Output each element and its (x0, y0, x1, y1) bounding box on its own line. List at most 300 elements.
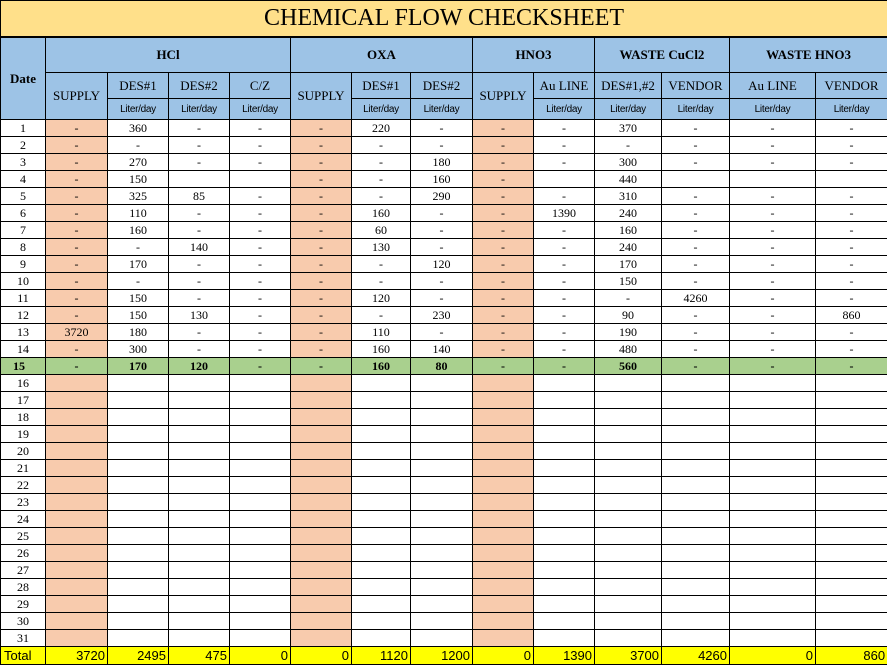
table-cell[interactable] (108, 426, 169, 443)
table-cell[interactable] (411, 426, 473, 443)
table-cell[interactable] (730, 460, 816, 477)
table-cell[interactable]: 290 (411, 188, 473, 205)
date-cell[interactable]: 8 (1, 239, 46, 256)
table-cell[interactable]: - (169, 290, 230, 307)
table-cell[interactable] (816, 562, 887, 579)
table-cell[interactable] (473, 494, 534, 511)
table-cell[interactable] (46, 460, 108, 477)
table-cell[interactable]: 130 (352, 239, 411, 256)
table-cell[interactable] (352, 511, 411, 528)
table-cell[interactable]: 60 (352, 222, 411, 239)
table-cell[interactable] (662, 409, 730, 426)
table-cell[interactable]: 150 (108, 290, 169, 307)
table-cell[interactable] (352, 596, 411, 613)
table-cell[interactable] (46, 562, 108, 579)
table-cell[interactable] (169, 392, 230, 409)
table-cell[interactable]: - (108, 239, 169, 256)
date-cell[interactable]: 20 (1, 443, 46, 460)
table-cell[interactable] (108, 596, 169, 613)
table-cell[interactable]: 170 (108, 358, 169, 375)
table-cell[interactable]: 150 (108, 171, 169, 188)
date-cell[interactable]: 6 (1, 205, 46, 222)
table-cell[interactable]: - (816, 256, 887, 273)
table-cell[interactable]: 110 (352, 324, 411, 341)
table-cell[interactable]: - (473, 137, 534, 154)
table-cell[interactable] (662, 528, 730, 545)
table-cell[interactable] (46, 630, 108, 647)
table-cell[interactable]: - (816, 137, 887, 154)
table-cell[interactable] (534, 460, 595, 477)
table-cell[interactable] (595, 630, 662, 647)
table-cell[interactable] (46, 409, 108, 426)
table-cell[interactable]: 110 (108, 205, 169, 222)
table-cell[interactable]: - (352, 273, 411, 290)
table-cell[interactable] (108, 477, 169, 494)
table-cell[interactable] (411, 494, 473, 511)
table-cell[interactable] (108, 579, 169, 596)
date-cell[interactable]: 24 (1, 511, 46, 528)
table-cell[interactable] (730, 477, 816, 494)
table-cell[interactable]: - (473, 154, 534, 171)
table-cell[interactable]: 140 (411, 341, 473, 358)
table-cell[interactable]: - (411, 137, 473, 154)
table-cell[interactable] (730, 630, 816, 647)
table-cell[interactable] (230, 579, 291, 596)
date-cell[interactable]: 2 (1, 137, 46, 154)
table-cell[interactable]: 560 (595, 358, 662, 375)
table-cell[interactable]: 300 (108, 341, 169, 358)
table-cell[interactable]: - (291, 324, 352, 341)
table-cell[interactable]: - (730, 307, 816, 324)
table-cell[interactable] (169, 171, 230, 188)
table-cell[interactable] (816, 494, 887, 511)
table-cell[interactable] (816, 171, 887, 188)
table-cell[interactable]: - (108, 273, 169, 290)
table-cell[interactable]: - (662, 205, 730, 222)
table-cell[interactable] (169, 477, 230, 494)
table-cell[interactable] (108, 511, 169, 528)
table-cell[interactable]: - (730, 256, 816, 273)
table-cell[interactable]: - (169, 256, 230, 273)
table-cell[interactable] (816, 596, 887, 613)
table-cell[interactable]: 190 (595, 324, 662, 341)
date-cell[interactable]: 22 (1, 477, 46, 494)
table-cell[interactable] (473, 545, 534, 562)
table-cell[interactable] (291, 392, 352, 409)
date-cell[interactable]: 11 (1, 290, 46, 307)
table-cell[interactable] (662, 562, 730, 579)
table-cell[interactable]: 170 (108, 256, 169, 273)
table-cell[interactable] (352, 426, 411, 443)
table-cell[interactable]: - (730, 120, 816, 137)
table-cell[interactable] (411, 528, 473, 545)
table-cell[interactable]: - (291, 120, 352, 137)
table-cell[interactable] (411, 630, 473, 647)
table-cell[interactable]: - (534, 341, 595, 358)
table-cell[interactable]: - (46, 222, 108, 239)
table-cell[interactable] (46, 477, 108, 494)
table-cell[interactable] (662, 545, 730, 562)
table-cell[interactable] (411, 613, 473, 630)
table-cell[interactable] (169, 545, 230, 562)
table-cell[interactable]: - (230, 239, 291, 256)
date-cell[interactable]: 26 (1, 545, 46, 562)
table-cell[interactable] (230, 596, 291, 613)
table-cell[interactable]: 160 (595, 222, 662, 239)
table-cell[interactable] (595, 613, 662, 630)
table-cell[interactable] (230, 443, 291, 460)
table-cell[interactable]: - (473, 205, 534, 222)
table-cell[interactable]: - (816, 273, 887, 290)
table-cell[interactable] (411, 409, 473, 426)
table-cell[interactable]: 480 (595, 341, 662, 358)
table-cell[interactable]: - (230, 307, 291, 324)
table-cell[interactable] (662, 613, 730, 630)
date-cell[interactable]: 1 (1, 120, 46, 137)
table-cell[interactable] (662, 443, 730, 460)
table-cell[interactable]: 90 (595, 307, 662, 324)
table-cell[interactable]: - (291, 154, 352, 171)
table-cell[interactable] (662, 579, 730, 596)
table-cell[interactable]: - (816, 239, 887, 256)
table-cell[interactable] (169, 562, 230, 579)
date-cell[interactable]: 16 (1, 375, 46, 392)
table-cell[interactable]: 130 (169, 307, 230, 324)
table-cell[interactable] (595, 460, 662, 477)
table-cell[interactable] (46, 613, 108, 630)
table-cell[interactable]: 440 (595, 171, 662, 188)
table-cell[interactable]: - (46, 188, 108, 205)
table-cell[interactable]: - (534, 273, 595, 290)
table-cell[interactable] (411, 443, 473, 460)
table-cell[interactable]: 860 (816, 307, 887, 324)
table-cell[interactable] (352, 562, 411, 579)
table-cell[interactable] (230, 494, 291, 511)
table-cell[interactable] (352, 630, 411, 647)
table-cell[interactable] (169, 630, 230, 647)
table-cell[interactable]: - (730, 324, 816, 341)
table-cell[interactable]: - (411, 273, 473, 290)
table-cell[interactable] (816, 613, 887, 630)
table-cell[interactable] (230, 426, 291, 443)
table-cell[interactable] (534, 596, 595, 613)
table-cell[interactable] (730, 528, 816, 545)
table-cell[interactable]: - (473, 307, 534, 324)
table-cell[interactable] (411, 596, 473, 613)
table-cell[interactable]: - (473, 341, 534, 358)
table-cell[interactable]: - (411, 290, 473, 307)
table-cell[interactable] (595, 375, 662, 392)
table-cell[interactable]: - (816, 341, 887, 358)
table-cell[interactable] (46, 579, 108, 596)
table-cell[interactable]: - (662, 273, 730, 290)
table-cell[interactable]: - (230, 120, 291, 137)
table-cell[interactable] (230, 562, 291, 579)
table-cell[interactable] (230, 409, 291, 426)
table-cell[interactable]: - (352, 188, 411, 205)
table-cell[interactable] (411, 562, 473, 579)
table-cell[interactable] (595, 477, 662, 494)
table-cell[interactable]: - (46, 273, 108, 290)
table-cell[interactable] (816, 392, 887, 409)
table-cell[interactable]: - (473, 256, 534, 273)
table-cell[interactable]: - (291, 307, 352, 324)
table-cell[interactable]: - (411, 222, 473, 239)
table-cell[interactable]: - (291, 256, 352, 273)
table-cell[interactable] (473, 477, 534, 494)
table-cell[interactable]: - (46, 341, 108, 358)
table-cell[interactable] (730, 613, 816, 630)
table-cell[interactable] (108, 392, 169, 409)
table-cell[interactable] (169, 528, 230, 545)
table-cell[interactable]: 1390 (534, 205, 595, 222)
table-cell[interactable] (730, 392, 816, 409)
table-cell[interactable]: - (46, 290, 108, 307)
table-cell[interactable] (595, 392, 662, 409)
table-cell[interactable] (411, 375, 473, 392)
table-cell[interactable]: - (730, 358, 816, 375)
table-cell[interactable] (291, 494, 352, 511)
table-cell[interactable]: - (595, 290, 662, 307)
table-cell[interactable] (46, 426, 108, 443)
table-cell[interactable] (230, 613, 291, 630)
table-cell[interactable]: - (411, 239, 473, 256)
table-cell[interactable] (534, 443, 595, 460)
table-cell[interactable]: 220 (352, 120, 411, 137)
table-cell[interactable] (473, 528, 534, 545)
table-cell[interactable]: - (473, 120, 534, 137)
table-cell[interactable]: 300 (595, 154, 662, 171)
table-cell[interactable]: 80 (411, 358, 473, 375)
table-cell[interactable] (352, 409, 411, 426)
table-cell[interactable]: - (169, 273, 230, 290)
table-cell[interactable] (230, 460, 291, 477)
table-cell[interactable]: - (169, 137, 230, 154)
table-cell[interactable] (730, 171, 816, 188)
table-cell[interactable] (108, 528, 169, 545)
date-cell[interactable]: 4 (1, 171, 46, 188)
table-cell[interactable] (534, 613, 595, 630)
table-cell[interactable]: 120 (169, 358, 230, 375)
table-cell[interactable]: - (169, 205, 230, 222)
table-cell[interactable] (595, 562, 662, 579)
table-cell[interactable] (473, 562, 534, 579)
table-cell[interactable]: - (816, 120, 887, 137)
table-cell[interactable]: 140 (169, 239, 230, 256)
table-cell[interactable] (108, 613, 169, 630)
table-cell[interactable]: - (595, 137, 662, 154)
table-cell[interactable]: - (230, 290, 291, 307)
table-cell[interactable]: - (473, 222, 534, 239)
table-cell[interactable] (352, 528, 411, 545)
table-cell[interactable]: - (816, 188, 887, 205)
table-cell[interactable] (534, 375, 595, 392)
table-cell[interactable] (108, 443, 169, 460)
table-cell[interactable]: - (230, 341, 291, 358)
table-cell[interactable] (473, 460, 534, 477)
table-cell[interactable] (473, 630, 534, 647)
table-cell[interactable]: - (534, 188, 595, 205)
table-cell[interactable] (169, 375, 230, 392)
table-cell[interactable]: 310 (595, 188, 662, 205)
table-cell[interactable]: - (291, 137, 352, 154)
table-cell[interactable]: - (230, 154, 291, 171)
table-cell[interactable]: 120 (352, 290, 411, 307)
table-cell[interactable] (411, 579, 473, 596)
table-cell[interactable]: - (534, 239, 595, 256)
table-cell[interactable] (169, 596, 230, 613)
table-cell[interactable]: - (108, 137, 169, 154)
table-cell[interactable]: - (816, 290, 887, 307)
table-cell[interactable] (534, 477, 595, 494)
table-cell[interactable]: - (291, 290, 352, 307)
table-cell[interactable] (352, 460, 411, 477)
table-cell[interactable] (169, 579, 230, 596)
date-cell[interactable]: 14 (1, 341, 46, 358)
table-cell[interactable]: - (230, 324, 291, 341)
table-cell[interactable] (730, 375, 816, 392)
table-cell[interactable]: - (730, 239, 816, 256)
table-cell[interactable] (108, 460, 169, 477)
table-cell[interactable]: - (411, 120, 473, 137)
table-cell[interactable] (46, 596, 108, 613)
table-cell[interactable] (230, 375, 291, 392)
table-cell[interactable]: - (46, 256, 108, 273)
table-cell[interactable] (534, 494, 595, 511)
table-cell[interactable]: - (730, 290, 816, 307)
date-cell[interactable]: 27 (1, 562, 46, 579)
date-cell[interactable]: 7 (1, 222, 46, 239)
table-cell[interactable]: - (534, 307, 595, 324)
table-cell[interactable]: - (46, 307, 108, 324)
table-cell[interactable] (534, 171, 595, 188)
table-cell[interactable] (534, 579, 595, 596)
table-cell[interactable] (534, 545, 595, 562)
table-cell[interactable]: - (352, 307, 411, 324)
date-cell[interactable]: 29 (1, 596, 46, 613)
date-cell[interactable]: 12 (1, 307, 46, 324)
table-cell[interactable] (230, 630, 291, 647)
table-cell[interactable]: 160 (411, 171, 473, 188)
table-cell[interactable]: 160 (352, 358, 411, 375)
table-cell[interactable]: - (816, 358, 887, 375)
date-cell[interactable]: 25 (1, 528, 46, 545)
date-cell[interactable]: 28 (1, 579, 46, 596)
table-cell[interactable] (473, 511, 534, 528)
table-cell[interactable] (411, 392, 473, 409)
table-cell[interactable] (291, 460, 352, 477)
table-cell[interactable]: - (291, 358, 352, 375)
table-cell[interactable] (595, 596, 662, 613)
table-cell[interactable]: - (46, 239, 108, 256)
table-cell[interactable] (730, 596, 816, 613)
table-cell[interactable]: - (662, 324, 730, 341)
table-cell[interactable]: 170 (595, 256, 662, 273)
table-cell[interactable] (473, 443, 534, 460)
table-cell[interactable] (46, 443, 108, 460)
table-cell[interactable]: - (169, 154, 230, 171)
table-cell[interactable]: 370 (595, 120, 662, 137)
table-cell[interactable]: 160 (352, 341, 411, 358)
table-cell[interactable]: - (816, 154, 887, 171)
date-cell[interactable]: 13 (1, 324, 46, 341)
table-cell[interactable]: - (291, 341, 352, 358)
table-cell[interactable] (291, 426, 352, 443)
table-cell[interactable]: - (662, 341, 730, 358)
table-cell[interactable] (230, 392, 291, 409)
table-cell[interactable] (595, 443, 662, 460)
table-cell[interactable]: - (534, 137, 595, 154)
table-cell[interactable] (730, 579, 816, 596)
table-cell[interactable] (730, 426, 816, 443)
table-cell[interactable] (595, 528, 662, 545)
table-cell[interactable] (662, 511, 730, 528)
table-cell[interactable] (230, 528, 291, 545)
table-cell[interactable] (595, 511, 662, 528)
table-cell[interactable]: - (230, 188, 291, 205)
table-cell[interactable]: - (352, 137, 411, 154)
table-cell[interactable] (595, 409, 662, 426)
table-cell[interactable]: - (169, 222, 230, 239)
table-cell[interactable] (291, 613, 352, 630)
table-cell[interactable]: 160 (108, 222, 169, 239)
table-cell[interactable] (291, 477, 352, 494)
table-cell[interactable] (595, 494, 662, 511)
table-cell[interactable] (169, 494, 230, 511)
table-cell[interactable]: - (662, 120, 730, 137)
table-cell[interactable] (534, 409, 595, 426)
table-cell[interactable]: 85 (169, 188, 230, 205)
table-cell[interactable]: - (46, 154, 108, 171)
table-cell[interactable]: - (662, 256, 730, 273)
table-cell[interactable]: - (291, 222, 352, 239)
table-cell[interactable]: - (473, 290, 534, 307)
table-cell[interactable] (352, 443, 411, 460)
table-cell[interactable] (352, 392, 411, 409)
table-cell[interactable] (411, 477, 473, 494)
table-cell[interactable] (108, 630, 169, 647)
table-cell[interactable] (352, 613, 411, 630)
table-cell[interactable]: 240 (595, 205, 662, 222)
date-cell[interactable]: 15 (1, 358, 46, 375)
table-cell[interactable] (169, 409, 230, 426)
table-cell[interactable]: - (169, 324, 230, 341)
table-cell[interactable]: - (291, 171, 352, 188)
table-cell[interactable]: 270 (108, 154, 169, 171)
table-cell[interactable] (595, 579, 662, 596)
table-cell[interactable]: - (730, 188, 816, 205)
table-cell[interactable] (730, 562, 816, 579)
table-cell[interactable] (230, 171, 291, 188)
table-cell[interactable]: - (662, 137, 730, 154)
table-cell[interactable]: - (352, 171, 411, 188)
table-cell[interactable]: - (730, 273, 816, 290)
table-cell[interactable]: - (730, 222, 816, 239)
table-cell[interactable] (730, 494, 816, 511)
table-cell[interactable]: - (46, 137, 108, 154)
table-cell[interactable] (662, 596, 730, 613)
table-cell[interactable]: - (534, 358, 595, 375)
table-cell[interactable] (108, 562, 169, 579)
table-cell[interactable]: - (730, 154, 816, 171)
table-cell[interactable]: 150 (595, 273, 662, 290)
table-cell[interactable] (291, 579, 352, 596)
table-cell[interactable] (730, 545, 816, 562)
table-cell[interactable] (411, 460, 473, 477)
table-cell[interactable]: - (473, 324, 534, 341)
table-cell[interactable]: 120 (411, 256, 473, 273)
date-cell[interactable]: 23 (1, 494, 46, 511)
